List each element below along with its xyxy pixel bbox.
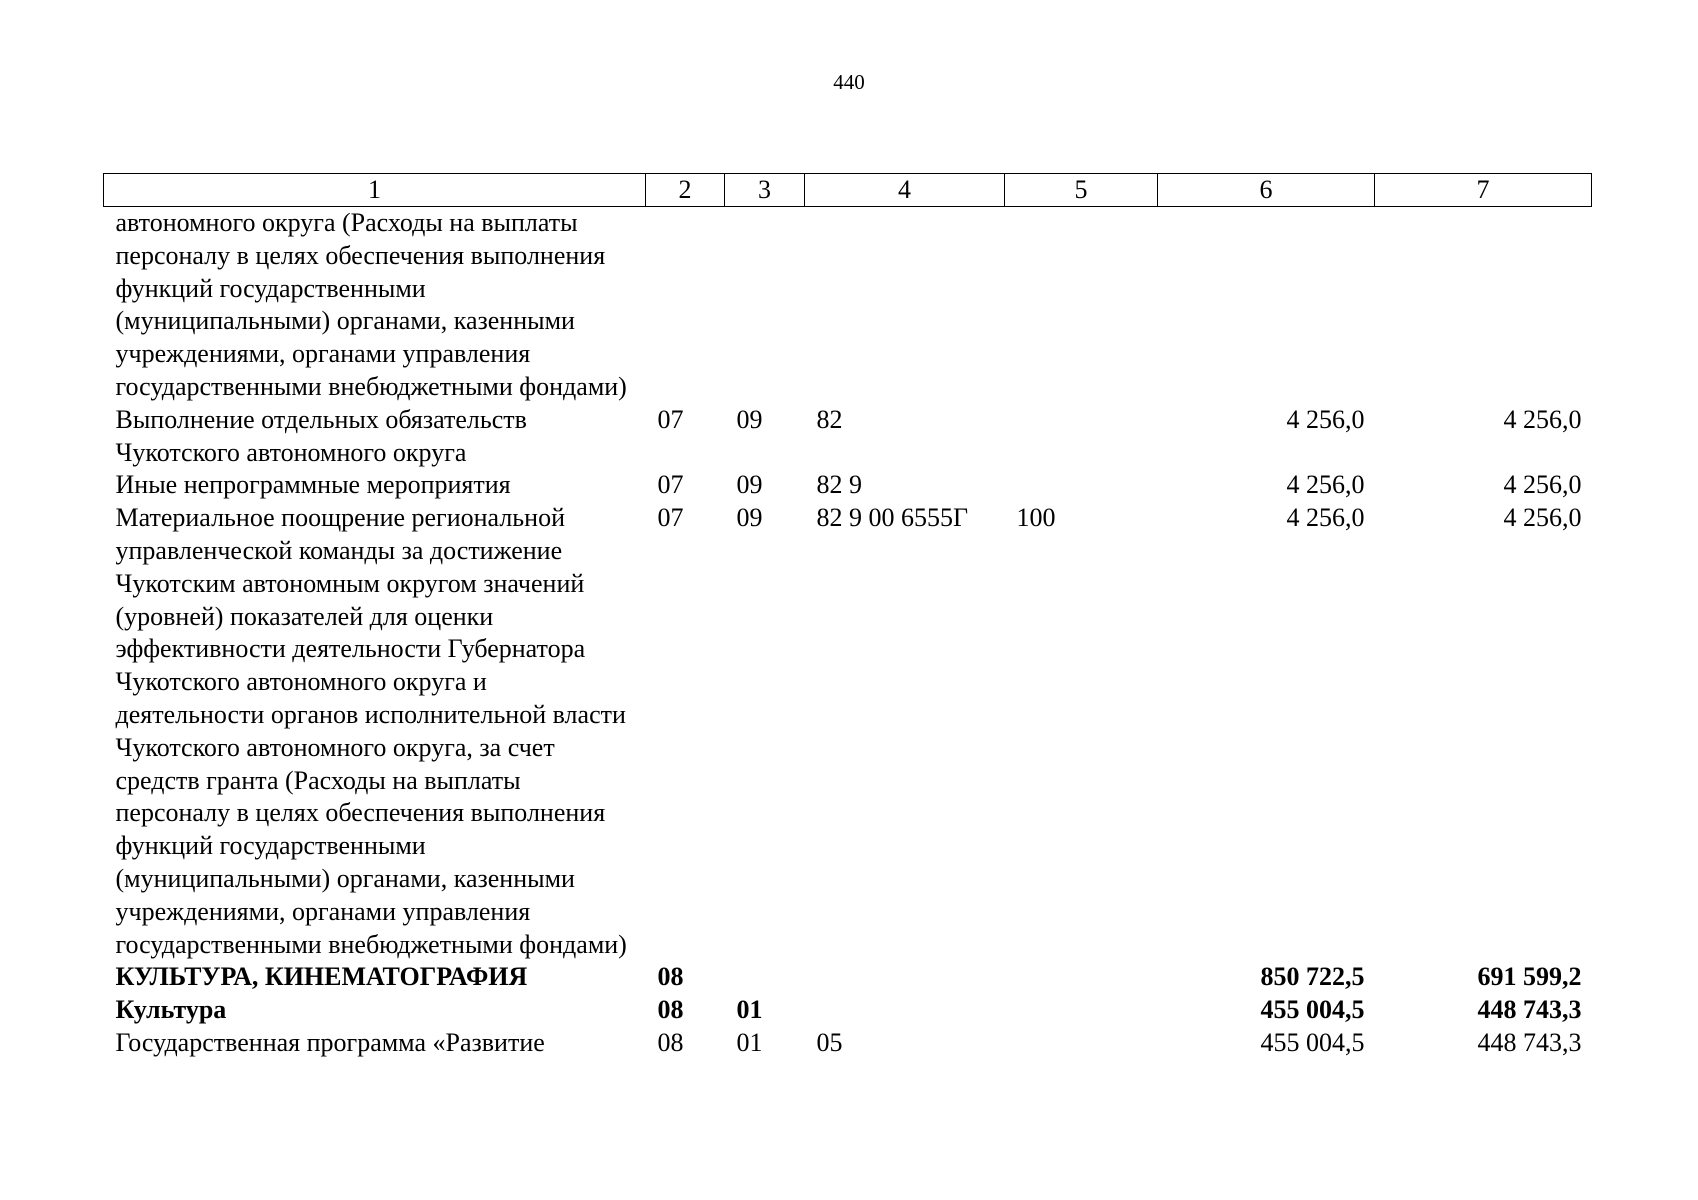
row-subsection: 01 — [736, 1027, 763, 1057]
row-target-article: 82 9 00 6555Г — [816, 503, 969, 533]
row-expense-type — [1005, 207, 1158, 404]
row-target-article — [805, 994, 1005, 1027]
header-col-1: 1 — [104, 174, 646, 207]
row-subsection: 01 — [736, 995, 763, 1025]
row-amount-1: 4 256,0 — [1286, 470, 1365, 500]
header-col-2: 2 — [646, 174, 725, 207]
row-amount-2 — [1375, 207, 1592, 404]
header-row — [104, 174, 1592, 207]
row-subsection: 09 — [736, 404, 763, 434]
table-row — [104, 404, 1592, 470]
row-amount-1: 455 004,5 — [1260, 1027, 1365, 1057]
row-amount-2: 448 743,3 — [1477, 1027, 1582, 1057]
row-amount-2: 4 256,0 — [1503, 503, 1582, 533]
row-section: 07 — [657, 404, 684, 434]
table-row — [104, 207, 1592, 404]
row-section: 08 — [657, 995, 684, 1025]
row-expense-type — [1005, 1027, 1158, 1060]
header-col-5: 5 — [1005, 174, 1158, 207]
table-row — [104, 961, 1592, 994]
row-expense-type: 100 — [1016, 503, 1056, 533]
row-amount-2: 691 599,2 — [1477, 962, 1582, 992]
table-body — [104, 207, 1592, 1060]
header-col-3: 3 — [725, 174, 805, 207]
row-section — [646, 207, 725, 404]
row-subsection: 09 — [736, 503, 763, 533]
row-expense-type — [1005, 404, 1158, 470]
row-expense-type — [1005, 961, 1158, 994]
row-amount-2: 448 743,3 — [1477, 995, 1582, 1025]
header-col-6: 6 — [1158, 174, 1375, 207]
row-amount-2: 4 256,0 — [1503, 470, 1582, 500]
row-section: 07 — [657, 470, 684, 500]
row-amount-1: 4 256,0 — [1286, 503, 1365, 533]
row-section: 07 — [657, 503, 684, 533]
row-subsection — [725, 207, 805, 404]
row-expense-type — [1005, 994, 1158, 1027]
row-amount-2: 4 256,0 — [1503, 404, 1582, 434]
row-name: Культура — [115, 995, 227, 1025]
row-expense-type — [1005, 469, 1158, 502]
row-name: Выполнение отдельных обязательств Чукотского автономного округа — [115, 404, 527, 467]
table-header — [104, 174, 1592, 207]
row-name: Государственная программа «Развитие — [115, 1027, 545, 1057]
row-amount-1: 850 722,5 — [1260, 962, 1365, 992]
header-col-4: 4 — [805, 174, 1005, 207]
row-name: Иные непрограммные мероприятия — [115, 470, 511, 500]
table-row — [104, 1027, 1592, 1060]
row-amount-1 — [1158, 207, 1375, 404]
page-number: 440 — [833, 70, 865, 94]
header-col-7: 7 — [1375, 174, 1592, 207]
row-amount-1: 455 004,5 — [1260, 995, 1365, 1025]
table-row — [104, 994, 1592, 1027]
row-subsection — [725, 961, 805, 994]
table-row — [104, 502, 1592, 961]
row-name: Материальное поощрение региональной управленческой команды за достижение Чукотским автономным округом значений (уровней) показателей для оценки эффективности деятельности Губернатора Чукотского автономного округа и деятельности органов исполнительной власти Чукотского автономного округа, за счет средств гранта (Расходы на выплаты персоналу в целях обеспечения выполнения функций государственными (муниципальными) органами, казенными учреждениями, органами управления государственными внебюджетными фондами) — [115, 503, 627, 959]
row-subsection: 09 — [736, 470, 763, 500]
budget-table — [103, 173, 1592, 1060]
row-amount-1: 4 256,0 — [1286, 404, 1365, 434]
row-section: 08 — [657, 1027, 684, 1057]
row-target-article: 82 — [816, 404, 843, 434]
row-target-article: 05 — [816, 1027, 843, 1057]
row-target-article — [805, 207, 1005, 404]
row-name: КУЛЬТУРА, КИНЕМАТОГРАФИЯ — [115, 962, 528, 992]
table-row — [104, 469, 1592, 502]
row-target-article: 82 9 — [816, 470, 862, 500]
row-section: 08 — [657, 962, 684, 992]
row-name: автономного округа (Расходы на выплаты персоналу в целях обеспечения выполнения функций государственными (муниципальными) органами, казенными учреждениями, органами управления государственными внебюджетными фондами) — [115, 208, 627, 401]
row-target-article — [805, 961, 1005, 994]
